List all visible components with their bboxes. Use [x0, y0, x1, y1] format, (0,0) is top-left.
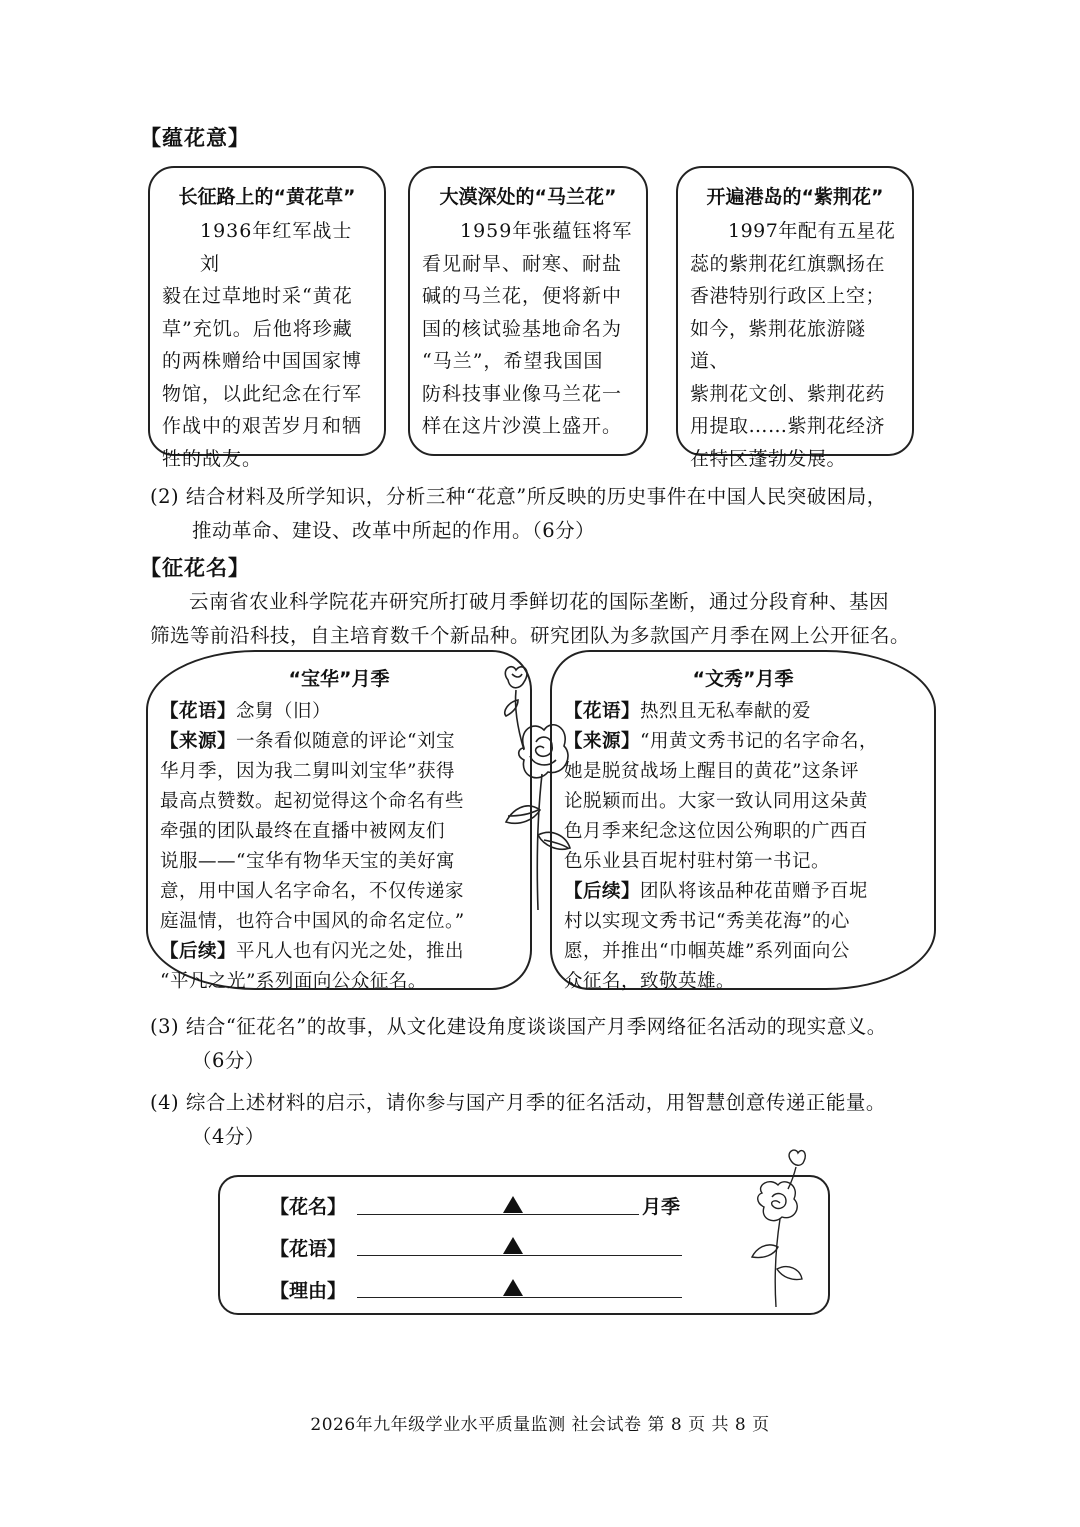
- card-huanghuacao: [148, 166, 386, 470]
- card-line: 看见耐旱、耐寒、耐盐: [422, 252, 623, 275]
- card-line-text: 她是脱贫战场上醒目的黄花”这条评: [564, 761, 859, 782]
- flower-name-blank[interactable]: [357, 1214, 639, 1215]
- card-line: [564, 847, 922, 877]
- card-line-text: 念舅（旧）: [236, 701, 332, 722]
- card-zijinghua: [676, 166, 914, 470]
- section-heading-flower-meaning: 【蕴花意】: [140, 126, 250, 150]
- card-line: [564, 727, 922, 757]
- small-rose-illustration: [740, 1145, 820, 1310]
- question-2: [150, 480, 950, 548]
- question-line: (2) 结合材料及所学知识，分析三种“花意”所反映的历史事件在中国人民突破困局，: [150, 485, 887, 508]
- card-line: 样在这片沙漠上盛开。: [422, 415, 623, 437]
- page-footer: 2026年九年级学业水平质量监测 社会试卷 第 8 页 共 8 页: [310, 1415, 770, 1435]
- card-line: [564, 877, 922, 907]
- card-line: [564, 907, 922, 937]
- card-line-text: 村以实现文秀书记“秀美花海”的心: [564, 911, 850, 932]
- rose-illustration: [478, 660, 588, 920]
- card-line: [160, 697, 518, 727]
- card-line: [160, 967, 518, 997]
- card-body: [410, 209, 646, 443]
- card-title: “文秀”月季: [692, 668, 794, 690]
- card-line: [160, 877, 518, 907]
- card-line-tag: 【花语】: [564, 701, 641, 722]
- reason-label: 【理由】: [270, 1280, 347, 1302]
- card-line: 的两株赠给中国国家博: [162, 350, 363, 372]
- card-line: [160, 847, 518, 877]
- card-line: 国的核试验基地命名为: [422, 317, 623, 340]
- card-line: 在特区蓬勃发展。: [690, 447, 847, 470]
- card-title: 长征路上的“黄花草”: [178, 186, 356, 208]
- card-line: [564, 937, 922, 967]
- card-line: 草”充饥。后他将珍藏: [162, 317, 353, 340]
- card-line: [160, 907, 518, 937]
- card-line: 1959年张蕴钰将军: [460, 220, 633, 242]
- question-line: （6分）: [192, 1049, 265, 1072]
- card-line-tag: 【后续】: [160, 941, 237, 962]
- card-baohua-rose: [146, 650, 532, 990]
- card-line: 防科技事业像马兰花一: [422, 382, 623, 405]
- question-line: 推动革命、建设、改革中所起的作用。（6分）: [192, 519, 596, 542]
- card-line: 1997年配有五星花: [728, 220, 896, 242]
- card-line: [564, 697, 922, 727]
- card-wenxiu-rose: [550, 650, 936, 990]
- question-3: [150, 1010, 950, 1078]
- card-body: [552, 697, 934, 997]
- card-line-text: 一条看似随意的评论“刘宝: [236, 731, 455, 752]
- card-line: [160, 757, 518, 787]
- question-line: （4分）: [192, 1125, 265, 1148]
- card-line: 作战中的艰苦岁月和牺: [162, 415, 363, 437]
- card-line-text: 说服——“宝华有物华天宝的美好寓: [160, 851, 455, 872]
- card-line: [160, 787, 518, 817]
- card-line-text: “平凡之光”系列面向公众征名。: [160, 971, 427, 992]
- flower-language-label: 【花语】: [270, 1238, 347, 1260]
- card-line: [564, 817, 922, 847]
- card-title: 开遍港岛的“紫荆花”: [706, 186, 884, 208]
- triangle-marker-icon: [503, 1237, 523, 1254]
- card-line: [160, 817, 518, 847]
- card-line: 物馆，以此纪念在行军: [162, 382, 363, 405]
- card-line: [160, 937, 518, 967]
- card-line: 香港特别行政区上空；: [690, 285, 886, 307]
- card-title: “宝华”月季: [288, 668, 390, 690]
- triangle-marker-icon: [503, 1196, 523, 1213]
- card-line-text: 色乐业县百坭村驻村第一书记。: [564, 851, 831, 872]
- card-line-text: 牵强的团队最终在直播中被网友们: [160, 821, 446, 842]
- card-line-text: “用黄文秀书记的名字命名，: [640, 731, 878, 752]
- card-line: 如今，紫荆花旅游隧道、: [690, 317, 866, 372]
- card-line-text: 愿，并推出“巾帼英雄”系列面向公: [564, 941, 850, 962]
- question-line: (4) 综合上述材料的启示，请你参与国产月季的征名活动，用智慧创意传递正能量。: [150, 1091, 886, 1114]
- card-line-text: 平凡人也有闪光之处，推出: [236, 941, 465, 962]
- flower-name-label: 【花名】: [270, 1196, 347, 1218]
- card-line-text: 众征名，致敬英雄。: [564, 971, 736, 992]
- card-line: 碱的马兰花，便将新中: [422, 285, 623, 307]
- card-line-text: 论脱颖而出。大家一致认同用这朵黄: [564, 791, 869, 812]
- flower-name-suffix: 月季: [642, 1196, 681, 1218]
- card-line: 毅在过草地时采“黄花: [162, 285, 353, 307]
- card-malanhua: [408, 166, 648, 456]
- card-line-tag: 【后续】: [564, 881, 641, 902]
- card-line: 1936年红军战士刘: [200, 220, 353, 275]
- card-line-tag: 【来源】: [564, 731, 641, 752]
- card-line: 蕊的紫荆花红旗飘扬在: [690, 252, 886, 275]
- card-line-text: 意，用中国人名字命名，不仅传递家: [160, 881, 465, 902]
- card-line: “马兰”，希望我国国: [422, 350, 604, 372]
- card-line-text: 热烈且无私奉献的爱: [640, 701, 812, 722]
- flower-language-blank[interactable]: [357, 1255, 682, 1256]
- card-body: [148, 697, 530, 997]
- card-line: [564, 787, 922, 817]
- intro-line: 筛选等前沿科技，自主培育数千个新品种。研究团队为多款国产月季在网上公开征名。: [150, 624, 911, 647]
- card-line: 用提取……紫荆花经济: [690, 415, 886, 437]
- card-line-tag: 【来源】: [160, 731, 237, 752]
- card-line-tag: 【花语】: [160, 701, 237, 722]
- question-line: (3) 结合“征花名”的故事，从文化建设角度谈谈国产月季网络征名活动的现实意义。: [150, 1015, 887, 1038]
- card-line-text: 团队将该品种花苗赠予百坭: [640, 881, 869, 902]
- card-line-text: 华月季，因为我二舅叫刘宝华”获得: [160, 761, 455, 782]
- card-line-text: 庭温情，也符合中国风的命名定位。”: [160, 911, 465, 932]
- section-heading-name-collection: 【征花名】: [140, 556, 250, 580]
- card-line: [160, 727, 518, 757]
- section2-intro: [150, 585, 940, 653]
- reason-blank[interactable]: [357, 1297, 682, 1298]
- card-line: [564, 757, 922, 787]
- card-line-text: 最高点赞数。起初觉得这个命名有些: [160, 791, 465, 812]
- card-body: [150, 209, 384, 475]
- card-line-text: 色月季来纪念这位因公殉职的广西百: [564, 821, 869, 842]
- card-body: [678, 209, 912, 475]
- triangle-marker-icon: [503, 1279, 523, 1296]
- card-title: 大漠深处的“马兰花”: [439, 186, 617, 208]
- card-line: [564, 967, 922, 997]
- intro-line: 云南省农业科学院花卉研究所打破月季鲜切花的国际垄断，通过分段育种、基因: [189, 590, 890, 613]
- card-line: 紫荆花文创、紫荆花药: [690, 382, 886, 405]
- card-line: 牲的战友。: [162, 447, 263, 470]
- question-4: [150, 1086, 950, 1154]
